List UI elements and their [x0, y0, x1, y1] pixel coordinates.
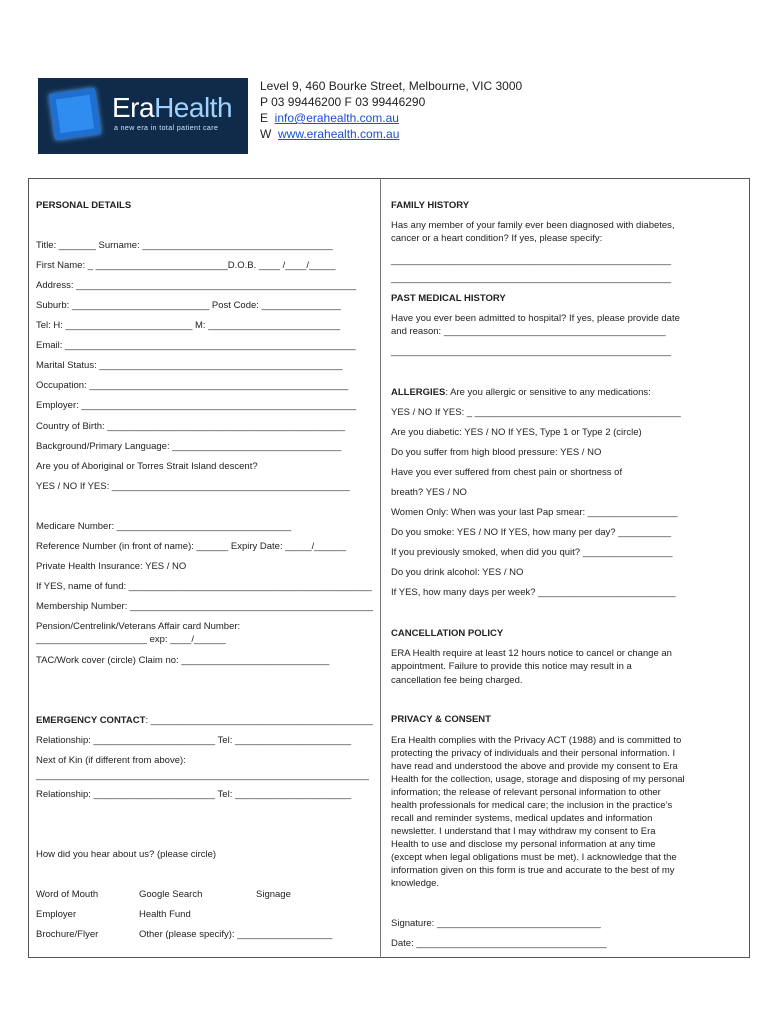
- next-of-kin-field[interactable]: _______________________________________________________________: [36, 770, 369, 781]
- allergies-yes-no[interactable]: YES / NO If YES: _ _______________________________________: [391, 407, 681, 418]
- email-field[interactable]: Email: _______________________________________________________: [36, 340, 356, 351]
- clinic-address: Level 9, 460 Bourke Street, Melbourne, VIC 3000: [260, 79, 523, 93]
- quit-smoking-field[interactable]: If you previously smoked, when did you quit? _________________: [391, 547, 673, 558]
- marital-status-field[interactable]: Marital Status: ______________________________________________: [36, 360, 343, 371]
- occupation-field[interactable]: Occupation: _________________________________________________: [36, 380, 349, 391]
- smoke-field[interactable]: Do you smoke: YES / NO If YES, how many per day? __________: [391, 527, 672, 538]
- clinic-email-row: [260, 110, 399, 126]
- background-language-field[interactable]: Background/Primary Language: ________________________________: [36, 441, 342, 452]
- pap-smear-field[interactable]: Women Only: When was your last Pap smear: _________________: [391, 507, 678, 518]
- country-of-birth-field[interactable]: Country of Birth: _____________________________________________: [36, 421, 346, 432]
- membership-number-field[interactable]: Membership Number: ______________________________________________: [36, 601, 374, 612]
- employer-field[interactable]: Employer: ____________________________________________________: [36, 400, 357, 411]
- alcohol-field[interactable]: Do you drink alcohol: YES / NO: [391, 567, 524, 578]
- allergies-question-text: : Are you allergic or sensitive to any medications:: [445, 387, 651, 398]
- privacy-line: recall and reminder systems, medical updates and information: [391, 813, 653, 824]
- firstname-dob-field[interactable]: First Name: _ _________________________D.O.B. ____ /____/_____: [36, 260, 336, 271]
- signature-field[interactable]: Signature: _______________________________: [391, 918, 601, 929]
- privacy-line: information; the release of relevant personal information to other: [391, 787, 661, 798]
- column-divider: [380, 178, 381, 958]
- logo-name-era: Era: [112, 92, 155, 123]
- relationship-tel-field[interactable]: Relationship: _______________________ Tel: ______________________: [36, 735, 352, 746]
- web-prefix: W: [260, 127, 278, 141]
- pension-number-field[interactable]: _____________________ exp: ____/______: [36, 634, 226, 645]
- allergies-question: [391, 387, 651, 398]
- next-of-kin-label: Next of Kin (if different from above):: [36, 755, 186, 766]
- family-history-question-2: cancer or a heart condition? If yes, please specify:: [391, 233, 603, 244]
- privacy-line: Health for the collection, usage, storage and disposing of my personal: [391, 774, 685, 785]
- privacy-line: have read and understood the above and provide my consent to Era: [391, 761, 678, 772]
- privacy-line: Era Health complies with the Privacy ACT (1988) and is committed to: [391, 735, 682, 746]
- logo-name: [112, 92, 232, 124]
- nok-relationship-tel-field[interactable]: Relationship: _______________________ Tel: ______________________: [36, 789, 352, 800]
- privacy-line: newsletter. I understand that I may withdraw my consent to Era: [391, 826, 656, 837]
- logo-name-health: Health: [154, 92, 233, 123]
- option-employer[interactable]: Employer: [36, 909, 77, 920]
- clinic-email-link[interactable]: info@erahealth.com.au: [274, 111, 399, 125]
- medicare-field[interactable]: Medicare Number: _________________________________: [36, 521, 292, 532]
- option-brochure-flyer[interactable]: Brochure/Flyer: [36, 929, 99, 940]
- era-health-logo: [38, 78, 248, 154]
- title-surname-field[interactable]: Title: _______ Surname: ____________________________________: [36, 240, 333, 251]
- tel-field[interactable]: Tel: H: ________________________ M: _________________________: [36, 320, 341, 331]
- suburb-postcode-field[interactable]: Suburb: __________________________ Post Code: _______________: [36, 300, 341, 311]
- privacy-line: protecting the privacy of individuals and their personal information. I: [391, 748, 676, 759]
- family-history-field-2[interactable]: _____________________________________________________: [391, 273, 672, 284]
- emergency-contact-blank: : __________________________________________: [145, 715, 373, 726]
- email-prefix: E: [260, 111, 275, 125]
- address-field[interactable]: Address: _____________________________________________________: [36, 280, 357, 291]
- private-insurance-field[interactable]: Private Health Insurance: YES / NO: [36, 561, 187, 572]
- tac-claim-field[interactable]: TAC/Work cover (circle) Claim no: ____________________________: [36, 655, 330, 666]
- allergies-heading: ALLERGIES: [391, 387, 446, 398]
- cancellation-line-3: cancellation fee being charged.: [391, 675, 523, 686]
- emergency-contact-field[interactable]: [36, 715, 373, 726]
- privacy-line: knowledge.: [391, 878, 440, 889]
- days-per-week-field[interactable]: If YES, how many days per week? __________________________: [391, 587, 676, 598]
- fund-name-field[interactable]: If YES, name of fund: ______________________________________________: [36, 581, 372, 592]
- logo-square-inner: [56, 95, 94, 133]
- family-history-field-1[interactable]: _____________________________________________________: [391, 255, 672, 266]
- aboriginal-question: Are you of Aboriginal or Torres Strait Island descent?: [36, 461, 258, 472]
- option-health-fund[interactable]: Health Fund: [139, 909, 191, 920]
- aboriginal-yes-no[interactable]: YES / NO If YES: _____________________________________________: [36, 481, 350, 492]
- blood-pressure-field[interactable]: Do you suffer from high blood pressure: YES / NO: [391, 447, 602, 458]
- option-other[interactable]: Other (please specify): __________________: [139, 929, 333, 940]
- privacy-line: Health to use and disclose my personal information at any time: [391, 839, 656, 850]
- privacy-line: (except when legal obligations must be met). I acknowledge that the: [391, 852, 677, 863]
- referral-question: How did you hear about us? (please circle): [36, 849, 217, 860]
- cancellation-line-1: ERA Health require at least 12 hours notice to cancel or change an: [391, 648, 672, 659]
- clinic-web-link[interactable]: www.erahealth.com.au: [278, 127, 400, 141]
- cancellation-policy-heading: CANCELLATION POLICY: [391, 628, 504, 639]
- clinic-web-row: [260, 126, 399, 142]
- diabetic-field[interactable]: Are you diabetic: YES / NO If YES, Type 1 or Type 2 (circle): [391, 427, 642, 438]
- family-history-question-1: Has any member of your family ever been diagnosed with diabetes,: [391, 220, 675, 231]
- option-signage[interactable]: Signage: [256, 889, 291, 900]
- personal-details-heading: PERSONAL DETAILS: [36, 200, 132, 211]
- option-word-of-mouth[interactable]: Word of Mouth: [36, 889, 99, 900]
- emergency-contact-heading: EMERGENCY CONTACT: [36, 715, 146, 726]
- reference-expiry-field[interactable]: Reference Number (in front of name): ______ Expiry Date: _____/______: [36, 541, 346, 552]
- cancellation-line-2: appointment. Failure to provide this notice may result in a: [391, 661, 632, 672]
- option-google-search[interactable]: Google Search: [139, 889, 203, 900]
- pension-label: Pension/Centrelink/Veterans Affair card Number:: [36, 621, 241, 632]
- logo-tagline: a new era in total patient care: [114, 125, 219, 132]
- medical-history-reason-field[interactable]: and reason: __________________________________________: [391, 326, 666, 337]
- medical-history-heading: PAST MEDICAL HISTORY: [391, 293, 506, 304]
- medical-history-question: Have you ever been admitted to hospital? If yes, please provide date: [391, 313, 680, 324]
- chest-pain-question: Have you ever suffered from chest pain or shortness of: [391, 467, 623, 478]
- family-history-heading: FAMILY HISTORY: [391, 200, 470, 211]
- chest-pain-yes-no[interactable]: breath? YES / NO: [391, 487, 467, 498]
- privacy-consent-heading: PRIVACY & CONSENT: [391, 714, 491, 725]
- clinic-phone: P 03 99446200 F 03 99446290: [260, 95, 426, 109]
- privacy-line: information given on this form is true and accurate to the best of my: [391, 865, 675, 876]
- medical-history-field[interactable]: _____________________________________________________: [391, 346, 672, 357]
- date-field[interactable]: Date: ____________________________________: [391, 938, 607, 949]
- privacy-line: health professionals for medical care; the inclusion in the practice’s: [391, 800, 673, 811]
